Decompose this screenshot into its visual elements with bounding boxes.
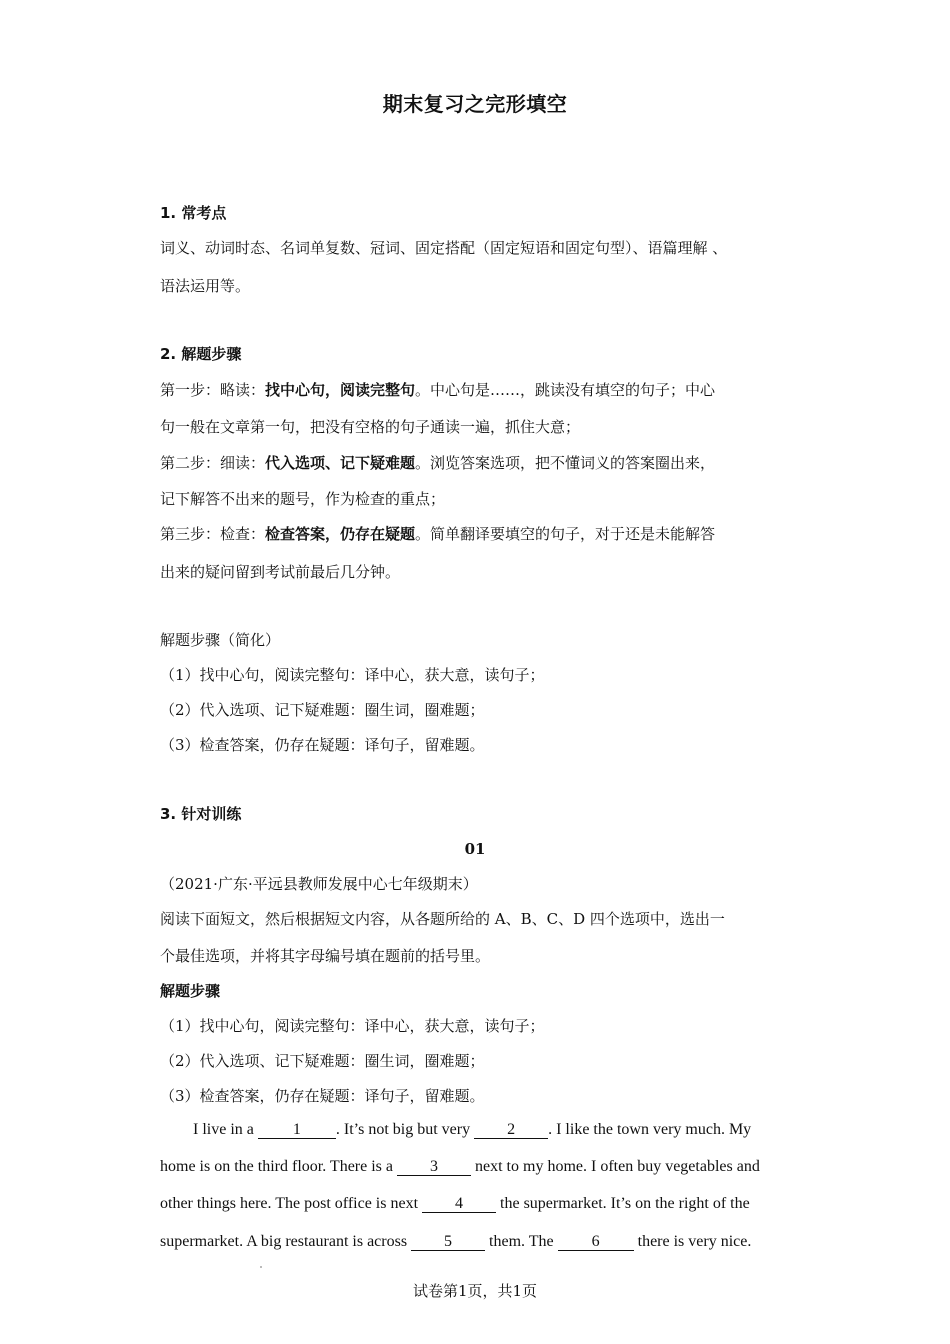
blank-6[interactable]: 6 — [558, 1233, 634, 1251]
passage-line-1: I live in a 1 . It’s not big but very 2 . I like the town very much. My — [193, 1121, 752, 1138]
simple-step-1: （1）找中心句，阅读完整句：译中心，获大意，读句子； — [160, 666, 545, 684]
question-number: 01 — [464, 840, 486, 858]
page-title: 期末复习之完形填空 — [382, 92, 568, 116]
step-1: 第一步：略读：找中心句，阅读完整句。中心句是……，跳读没有填空的句子；中心 — [160, 381, 716, 399]
passage-line-4: supermarket. A big restaurant is across 5 them. The 6 there is very nice. — [160, 1233, 752, 1250]
step-1-cont: 句一般在文章第一句，把没有空格的句子通读一遍，抓住大意； — [160, 418, 581, 436]
blank-4[interactable]: 4 — [422, 1195, 496, 1213]
step-3-cont: 出来的疑问留到考试前最后几分钟。 — [160, 563, 401, 581]
simple-step-3: （3）检查答案，仍存在疑题：译句子，留难题。 — [160, 736, 485, 754]
stray-mark — [260, 1266, 262, 1268]
passage-line-2: home is on the third floor. There is a 3 next to my home. I often buy vegetables and — [160, 1158, 760, 1175]
steps-title: 解题步骤 — [160, 982, 221, 1000]
blank-5[interactable]: 5 — [411, 1233, 485, 1251]
section-1-heading: 1. 常考点 — [160, 204, 227, 222]
simple-step-2: （2）代入选项、记下疑难题：圈生词，圈难题； — [160, 701, 485, 719]
step-2-cont: 记下解答不出来的题号，作为检查的重点； — [160, 490, 446, 508]
question-source: （2021·广东·平远县教师发展中心七年级期末） — [160, 875, 478, 893]
section-2-heading: 2. 解题步骤 — [160, 345, 242, 363]
train-step-2: （2）代入选项、记下疑难题：圈生词，圈难题； — [160, 1052, 485, 1070]
passage-line-3: other things here. The post office is next 4 the supermarket. It’s on the right of the — [160, 1195, 750, 1212]
s1-line-1: 词义、动词时态、名词单复数、冠词、固定搭配（固定短语和固定句型）、语篇理解 、 — [160, 239, 728, 257]
blank-3[interactable]: 3 — [397, 1158, 471, 1176]
instruction-line-2: 个最佳选项，并将其字母编号填在题前的括号里。 — [160, 947, 491, 965]
train-step-3: （3）检查答案，仍存在疑题：译句子，留难题。 — [160, 1087, 485, 1105]
section-3-heading: 3. 针对训练 — [160, 805, 242, 823]
step-2: 第二步：细读：代入选项、记下疑难题。浏览答案选项，把不懂词义的答案圈出来， — [160, 454, 716, 472]
blank-2[interactable]: 2 — [474, 1121, 548, 1139]
train-step-1: （1）找中心句，阅读完整句：译中心，获大意，读句子； — [160, 1017, 545, 1035]
instruction-line-1: 阅读下面短文，然后根据短文内容，从各题所给的 A、B、C、D 四个选项中，选出一 — [160, 910, 725, 928]
blank-1[interactable]: 1 — [258, 1121, 336, 1139]
simple-steps-title: 解题步骤（简化） — [160, 631, 281, 649]
s1-line-2: 语法运用等。 — [160, 277, 251, 295]
step-3: 第三步：检查：检查答案，仍存在疑题。简单翻译要填空的句子，对于还是未能解答 — [160, 525, 716, 543]
page-footer: 试卷第1页，共1页 — [412, 1282, 538, 1300]
